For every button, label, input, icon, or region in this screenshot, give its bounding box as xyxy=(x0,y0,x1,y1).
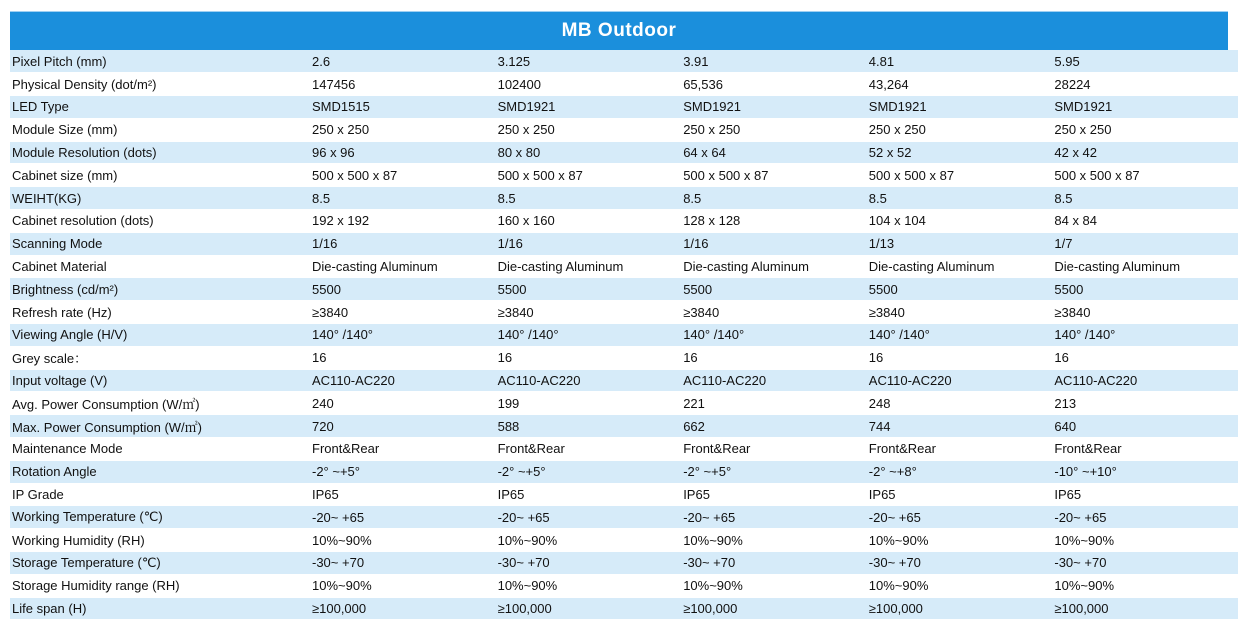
cell-value: SMD1515 xyxy=(310,96,496,119)
spec-table xyxy=(10,50,1238,620)
cell-value: 250 x 250 xyxy=(310,118,496,141)
cell-value: 4.81 xyxy=(867,50,1053,73)
cell-value: 250 x 250 xyxy=(496,118,682,141)
cell-value: 588 xyxy=(496,415,682,438)
row-label: Grey scale： xyxy=(10,346,310,369)
cell-value: 640 xyxy=(1052,415,1238,438)
table-row xyxy=(10,506,1238,529)
cell-value: 140° /140° xyxy=(1052,324,1238,347)
cell-value: IP65 xyxy=(310,483,496,506)
cell-value: SMD1921 xyxy=(496,96,682,119)
cell-value: 102400 xyxy=(496,73,682,96)
cell-value: Die-casting Aluminum xyxy=(310,255,496,278)
spec-table-body xyxy=(10,50,1238,620)
cell-value: 10%~90% xyxy=(681,529,867,552)
cell-value: AC110-AC220 xyxy=(867,369,1053,392)
cell-value: 500 x 500 x 87 xyxy=(867,164,1053,187)
cell-value: 744 xyxy=(867,415,1053,438)
cell-value: 10%~90% xyxy=(496,574,682,597)
cell-value: 250 x 250 xyxy=(1052,118,1238,141)
cell-value: -2° ~+5° xyxy=(681,460,867,483)
cell-value: 10%~90% xyxy=(310,574,496,597)
cell-value: -30~ +70 xyxy=(681,552,867,575)
cell-value: 64 x 64 xyxy=(681,141,867,164)
cell-value: Front&Rear xyxy=(867,438,1053,461)
cell-value: 16 xyxy=(681,346,867,369)
cell-value: SMD1921 xyxy=(1052,96,1238,119)
cell-value: 16 xyxy=(496,346,682,369)
cell-value: 250 x 250 xyxy=(867,118,1053,141)
row-label: Cabinet Material xyxy=(10,255,310,278)
cell-value: Front&Rear xyxy=(496,438,682,461)
row-label: Avg. Power Consumption (W/㎡) xyxy=(10,392,310,415)
table-row xyxy=(10,369,1238,392)
cell-value: 213 xyxy=(1052,392,1238,415)
row-label: Input voltage (V) xyxy=(10,369,310,392)
cell-value: -30~ +70 xyxy=(310,552,496,575)
cell-value: 1/16 xyxy=(310,232,496,255)
row-label: WEIHT(KG) xyxy=(10,187,310,210)
row-label: Cabinet resolution (dots) xyxy=(10,210,310,233)
cell-value: 8.5 xyxy=(496,187,682,210)
cell-value: ≥3840 xyxy=(1052,301,1238,324)
cell-value: 8.5 xyxy=(681,187,867,210)
row-label: Scanning Mode xyxy=(10,232,310,255)
cell-value: Die-casting Aluminum xyxy=(681,255,867,278)
cell-value: ≥100,000 xyxy=(310,597,496,620)
cell-value: ≥3840 xyxy=(681,301,867,324)
row-label: Max. Power Consumption (W/㎡) xyxy=(10,415,310,438)
cell-value: 96 x 96 xyxy=(310,141,496,164)
table-row xyxy=(10,460,1238,483)
row-label: Life span (H) xyxy=(10,597,310,620)
cell-value: -30~ +70 xyxy=(1052,552,1238,575)
cell-value: 5500 xyxy=(867,278,1053,301)
cell-value: -20~ +65 xyxy=(1052,506,1238,529)
cell-value: 140° /140° xyxy=(310,324,496,347)
cell-value: -20~ +65 xyxy=(867,506,1053,529)
row-label: Working Temperature (℃) xyxy=(10,506,310,529)
cell-value: 140° /140° xyxy=(681,324,867,347)
cell-value: -2° ~+8° xyxy=(867,460,1053,483)
cell-value: ≥3840 xyxy=(867,301,1053,324)
cell-value: 10%~90% xyxy=(496,529,682,552)
table-row xyxy=(10,415,1238,438)
row-label: Module Resolution (dots) xyxy=(10,141,310,164)
cell-value: -20~ +65 xyxy=(310,506,496,529)
cell-value: 3.91 xyxy=(681,50,867,73)
cell-value: -2° ~+5° xyxy=(310,460,496,483)
row-label: Storage Temperature (℃) xyxy=(10,552,310,575)
cell-value: AC110-AC220 xyxy=(310,369,496,392)
cell-value: Die-casting Aluminum xyxy=(867,255,1053,278)
cell-value: 199 xyxy=(496,392,682,415)
table-row xyxy=(10,392,1238,415)
cell-value: 3.125 xyxy=(496,50,682,73)
row-label: Viewing Angle (H/V) xyxy=(10,324,310,347)
cell-value: Front&Rear xyxy=(1052,438,1238,461)
cell-value: 500 x 500 x 87 xyxy=(1052,164,1238,187)
table-row xyxy=(10,438,1238,461)
table-row xyxy=(10,597,1238,620)
cell-value: 1/7 xyxy=(1052,232,1238,255)
cell-value: SMD1921 xyxy=(867,96,1053,119)
cell-value: -2° ~+5° xyxy=(496,460,682,483)
cell-value: ≥3840 xyxy=(310,301,496,324)
cell-value: 140° /140° xyxy=(496,324,682,347)
cell-value: 1/16 xyxy=(681,232,867,255)
cell-value: -20~ +65 xyxy=(681,506,867,529)
table-row xyxy=(10,278,1238,301)
row-label: Storage Humidity range (RH) xyxy=(10,574,310,597)
cell-value: AC110-AC220 xyxy=(496,369,682,392)
table-row xyxy=(10,324,1238,347)
cell-value: 662 xyxy=(681,415,867,438)
cell-value: 240 xyxy=(310,392,496,415)
cell-value: ≥100,000 xyxy=(681,597,867,620)
cell-value: 5.95 xyxy=(1052,50,1238,73)
table-title: MB Outdoor xyxy=(10,11,1228,50)
cell-value: 1/13 xyxy=(867,232,1053,255)
table-row xyxy=(10,96,1238,119)
cell-value: 80 x 80 xyxy=(496,141,682,164)
table-row xyxy=(10,187,1238,210)
table-row xyxy=(10,255,1238,278)
cell-value: 43,264 xyxy=(867,73,1053,96)
row-label: Cabinet size (mm) xyxy=(10,164,310,187)
cell-value: 10%~90% xyxy=(867,574,1053,597)
cell-value: 140° /140° xyxy=(867,324,1053,347)
cell-value: 500 x 500 x 87 xyxy=(310,164,496,187)
cell-value: 5500 xyxy=(310,278,496,301)
table-row xyxy=(10,483,1238,506)
cell-value: 16 xyxy=(867,346,1053,369)
cell-value: 10%~90% xyxy=(867,529,1053,552)
table-row xyxy=(10,574,1238,597)
cell-value: 42 x 42 xyxy=(1052,141,1238,164)
cell-value: 52 x 52 xyxy=(867,141,1053,164)
row-label: Pixel Pitch (mm) xyxy=(10,50,310,73)
cell-value: -30~ +70 xyxy=(867,552,1053,575)
cell-value: 10%~90% xyxy=(1052,574,1238,597)
cell-value: 160 x 160 xyxy=(496,210,682,233)
row-label: Maintenance Mode xyxy=(10,438,310,461)
cell-value: 10%~90% xyxy=(1052,529,1238,552)
row-label: Module Size (mm) xyxy=(10,118,310,141)
cell-value: 84 x 84 xyxy=(1052,210,1238,233)
cell-value: SMD1921 xyxy=(681,96,867,119)
cell-value: AC110-AC220 xyxy=(1052,369,1238,392)
cell-value: 192 x 192 xyxy=(310,210,496,233)
cell-value: ≥100,000 xyxy=(496,597,682,620)
cell-value: AC110-AC220 xyxy=(681,369,867,392)
cell-value: ≥100,000 xyxy=(867,597,1053,620)
cell-value: 5500 xyxy=(496,278,682,301)
cell-value: 8.5 xyxy=(867,187,1053,210)
cell-value: 250 x 250 xyxy=(681,118,867,141)
row-label: LED Type xyxy=(10,96,310,119)
cell-value: -20~ +65 xyxy=(496,506,682,529)
cell-value: 16 xyxy=(310,346,496,369)
cell-value: 5500 xyxy=(1052,278,1238,301)
cell-value: 104 x 104 xyxy=(867,210,1053,233)
cell-value: 10%~90% xyxy=(681,574,867,597)
cell-value: Front&Rear xyxy=(310,438,496,461)
cell-value: 500 x 500 x 87 xyxy=(681,164,867,187)
cell-value: 248 xyxy=(867,392,1053,415)
row-label: Rotation Angle xyxy=(10,460,310,483)
row-label: Refresh rate (Hz) xyxy=(10,301,310,324)
cell-value: 8.5 xyxy=(310,187,496,210)
table-row xyxy=(10,73,1238,96)
row-label: IP Grade xyxy=(10,483,310,506)
cell-value: 28224 xyxy=(1052,73,1238,96)
row-label: Physical Density (dot/m²) xyxy=(10,73,310,96)
cell-value: -10° ~+10° xyxy=(1052,460,1238,483)
cell-value: Die-casting Aluminum xyxy=(1052,255,1238,278)
cell-value: IP65 xyxy=(867,483,1053,506)
cell-value: 5500 xyxy=(681,278,867,301)
table-row xyxy=(10,118,1238,141)
cell-value: 16 xyxy=(1052,346,1238,369)
table-row xyxy=(10,346,1238,369)
cell-value: IP65 xyxy=(681,483,867,506)
cell-value: 147456 xyxy=(310,73,496,96)
cell-value: ≥3840 xyxy=(496,301,682,324)
table-row xyxy=(10,552,1238,575)
spec-sheet xyxy=(10,11,1228,620)
cell-value: IP65 xyxy=(496,483,682,506)
row-label: Brightness (cd/m²) xyxy=(10,278,310,301)
cell-value: -30~ +70 xyxy=(496,552,682,575)
cell-value: 10%~90% xyxy=(310,529,496,552)
table-row xyxy=(10,210,1238,233)
cell-value: 128 x 128 xyxy=(681,210,867,233)
cell-value: 720 xyxy=(310,415,496,438)
row-label: Working Humidity (RH) xyxy=(10,529,310,552)
cell-value: Front&Rear xyxy=(681,438,867,461)
table-row xyxy=(10,50,1238,73)
cell-value: 65,536 xyxy=(681,73,867,96)
cell-value: ≥100,000 xyxy=(1052,597,1238,620)
cell-value: 500 x 500 x 87 xyxy=(496,164,682,187)
cell-value: 221 xyxy=(681,392,867,415)
table-row xyxy=(10,301,1238,324)
cell-value: 8.5 xyxy=(1052,187,1238,210)
cell-value: IP65 xyxy=(1052,483,1238,506)
cell-value: 1/16 xyxy=(496,232,682,255)
table-row xyxy=(10,232,1238,255)
cell-value: Die-casting Aluminum xyxy=(496,255,682,278)
table-row xyxy=(10,529,1238,552)
cell-value: 2.6 xyxy=(310,50,496,73)
table-row xyxy=(10,164,1238,187)
table-row xyxy=(10,141,1238,164)
